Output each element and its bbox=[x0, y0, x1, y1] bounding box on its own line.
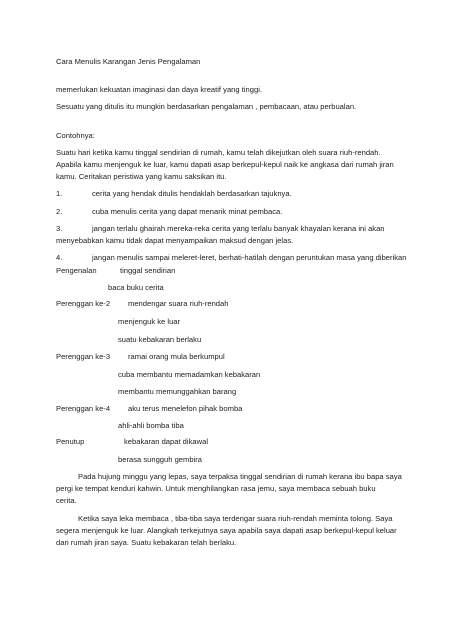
story-para-1-line-3: cerita. bbox=[56, 496, 77, 505]
example-line-3: kamu. Ceritakan peristiwa yang kamu saksikan itu. bbox=[56, 172, 227, 181]
outline-label-pengenalan: Pengenalan bbox=[56, 266, 97, 275]
outline-item: berasa sungguh gembira bbox=[118, 455, 203, 464]
document-title: Cara Menulis Karangan Jenis Pengalaman bbox=[56, 57, 201, 66]
list-item-2: cuba menulis cerita yang dapat menarik minat pembaca. bbox=[92, 207, 283, 216]
story-para-2-line-2: segera menjenguk ke luar. Alangkah terkejutnya saya apabila saya dapati asap berkepul-kepul keluar bbox=[56, 526, 397, 535]
outline-item: aku terus menelefon pihak bomba bbox=[128, 404, 243, 413]
outline-label-penutup: Penutup bbox=[56, 437, 85, 446]
example-line-2: Apabila kamu menjenguk ke luar, kamu dapati asap berkepul-kepul naik ke angkasa dari rumah jiran bbox=[56, 160, 394, 169]
outline-item: ahli-ahli bomba tiba bbox=[118, 421, 184, 430]
outline-label-perenggan-2: Perenggan ke-2 bbox=[56, 299, 111, 308]
story-para-2-line-1: Ketika saya leka membaca , tiba-tiba saya terdengar suara riuh-rendah meminta tolong. Saya bbox=[78, 514, 393, 523]
outline-item: ramai orang mula berkumpul bbox=[128, 352, 225, 361]
outline-item: suatu kebakaran berlaku bbox=[118, 335, 202, 344]
list-number-2: 2. bbox=[56, 207, 63, 216]
outline-item: cuba membantu memadamkan kebakaran bbox=[118, 370, 261, 379]
list-item-3-line-2: menyebabkan kamu tidak dapat menyampaikan maksud dengan jelas. bbox=[56, 236, 294, 245]
outline-label-perenggan-3: Perenggan ke-3 bbox=[56, 352, 111, 361]
intro-line-1: memerlukan kekuatan imaginasi dan daya kreatif yang tinggi. bbox=[56, 85, 262, 94]
list-number-1: 1. bbox=[56, 189, 63, 198]
list-item-1: cerita yang hendak ditulis hendaklah berdasarkan tajuknya. bbox=[92, 189, 292, 198]
example-line-1: Suatu hari ketika kamu tinggal sendirian di rumah, kamu telah dikejutkan oleh suara riuh-rendah. bbox=[56, 148, 381, 157]
outline-item: baca buku cerita bbox=[108, 283, 164, 292]
outline-item: mendengar suara riuh-rendah bbox=[128, 299, 229, 308]
outline-label-perenggan-4: Perenggan ke-4 bbox=[56, 404, 111, 413]
intro-line-2: Sesuatu yang ditulis itu mungkin berdasarkan pengalaman , pembacaan, atau perbualan. bbox=[56, 102, 357, 111]
outline-item: membantu memunggahkan barang bbox=[118, 387, 237, 396]
list-item-4: jangan menulis sampai meleret-leret, berhati-hatilah dengan peruntukan masa yang diberikan bbox=[92, 253, 407, 262]
story-para-2-line-3: dari rumah jiran saya. Suatu kebakaran telah berlaku. bbox=[56, 538, 237, 547]
example-heading: Contohnya: bbox=[56, 131, 95, 140]
outline-item: menjenguk ke luar bbox=[118, 317, 181, 326]
list-number-3: 3. bbox=[56, 224, 63, 233]
story-para-1-line-1: Pada hujung minggu yang lepas, saya terpaksa tinggal sendirian di rumah kerana ibu bapa saya bbox=[78, 472, 402, 481]
list-item-3-line-1: jangan terlalu ghairah mereka-reka cerita yang terlalu banyak khayalan kerana ini akan bbox=[92, 224, 385, 233]
outline-item: kebakaran dapat dikawal bbox=[124, 437, 209, 446]
list-number-4: 4. bbox=[56, 253, 63, 262]
outline-item: tinggal sendirian bbox=[120, 266, 176, 275]
story-para-1-line-2: pergi ke tempat kenduri kahwin. Untuk menghilangkan rasa jemu, saya membaca sebuah buku bbox=[56, 484, 376, 493]
